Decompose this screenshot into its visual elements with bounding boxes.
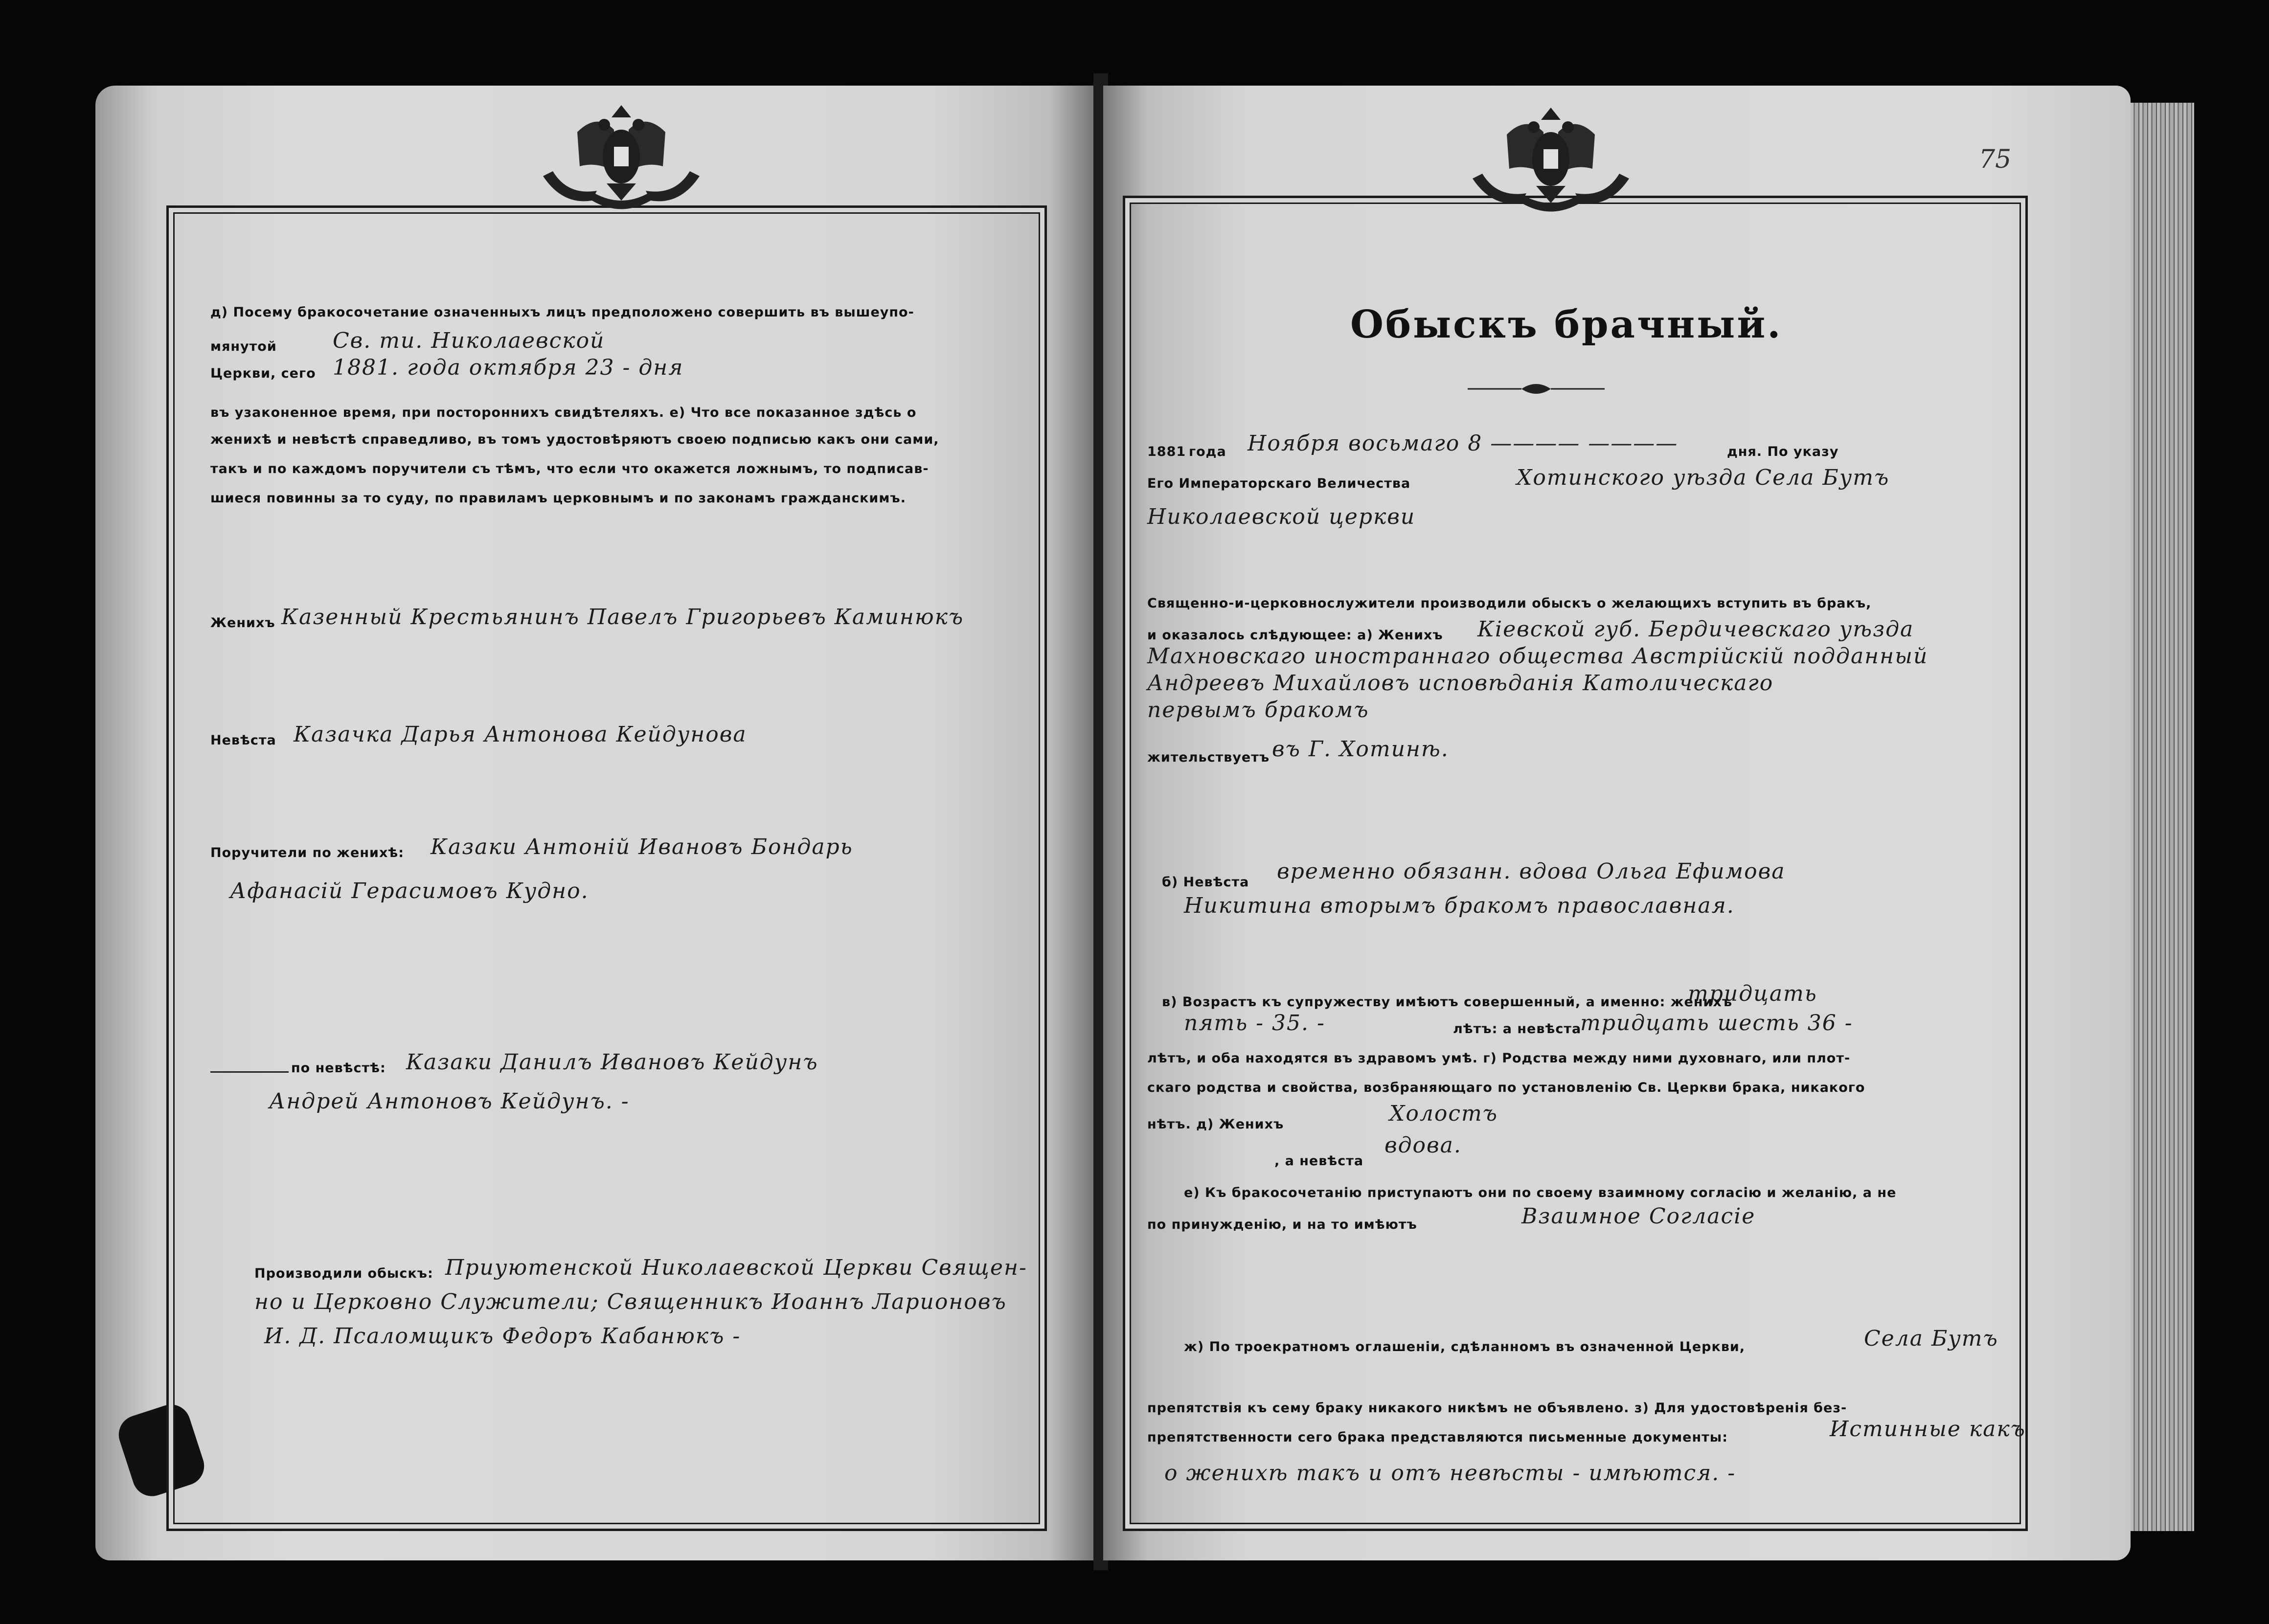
page-number: 75 (1979, 145, 2012, 174)
right-line1-handwritten: Ноября восьмаго 8 ———— ———— (1248, 431, 1679, 456)
right-documents-handwritten: о женихѣ такъ и отъ невѣсты - имѣются. - (1164, 1461, 1736, 1486)
page-edges (2131, 103, 2194, 1531)
right-line2-printed: Его Императорскаго Величества (1147, 476, 1411, 491)
right-groom-line-4: первымъ бракомъ (1147, 698, 1369, 722)
imperial-eagle-emblem-right (1463, 105, 1639, 223)
left-bride-label: Невѣста (210, 733, 276, 748)
left-search-by-label: Производили обыскъ: (254, 1266, 433, 1281)
left-bride-guarantors-dash (210, 1071, 289, 1073)
right-line2-handwritten: Хотинского уѣзда Села Бутъ (1517, 465, 1890, 490)
right-banns-printed: ж) По троекратномъ оглашеніи, сдѣланномъ въ означенной Церкви, (1184, 1339, 1746, 1354)
right-line1-end: дня. По указу (1727, 444, 1839, 459)
right-residence-label: жительствуетъ (1147, 750, 1270, 765)
left-groom-guarantor-1: Казаки Антоній Ивановъ Бондарь (431, 835, 853, 859)
left-bride-guarantor-2: Андрей Антоновъ Кейдунъ. - (269, 1089, 630, 1114)
left-intro-line-2: мянутой (210, 339, 277, 354)
right-line3-handwritten: Николаевской церкви (1147, 504, 1416, 529)
right-age-printed: в) Возрастъ къ супружеству имѣютъ совершенный, а именно: женихъ (1162, 994, 1733, 1010)
right-bride-status-label: , а невѣста (1274, 1153, 1364, 1169)
right-bride-line-2: Никитина вторымъ бракомъ православная. (1184, 893, 1735, 918)
right-groom-line-2: Махновскаго иностраннаго общества Австрійскій подданный (1147, 644, 1929, 669)
left-intro-line-4: въ узаконенное время, при постороннихъ свидѣтеляхъ. е) Что все показанное здѣсь о (210, 405, 917, 420)
imperial-eagle-emblem-left (533, 103, 709, 220)
left-church-handwritten: Св. ти. Николаевской (333, 328, 605, 353)
right-line1-goda: года (1189, 444, 1226, 459)
right-age-groom-handwritten: тридцать (1688, 981, 1817, 1006)
right-banns-handwritten: Села Бутъ (1864, 1326, 1998, 1351)
right-kinship-line3: нѣтъ. д) Женихъ (1147, 1117, 1284, 1132)
right-age-line2-handwritten: пять - 35. - (1184, 1011, 1325, 1036)
right-title: Обыскъ брачный. (1350, 302, 1783, 347)
right-residence-handwritten: въ Г. Хотинѣ. (1272, 737, 1449, 762)
right-groom-line-1: Кіевской губ. Бердичевскаго уѣзда (1477, 617, 1914, 642)
right-clergy-line2: и оказалось слѣдующее: а) Женихъ (1147, 628, 1443, 643)
right-bride-label: б) Невѣста (1162, 875, 1249, 890)
left-bride-guarantors-label: по невѣстѣ: (291, 1060, 386, 1076)
right-line1-year: 1881 (1147, 444, 1186, 459)
left-intro-line-7: шиеся повинны за то суду, по правиламъ церковнымъ и по законамъ гражданскимъ. (210, 491, 906, 506)
left-intro-line-3: Церкви, сего (210, 366, 316, 381)
right-groom-line-3: Андреевъ Михайловъ исповѣданія Католическаго (1147, 671, 1774, 696)
left-bride-guarantor-1: Казаки Данилъ Ивановъ Кейдунъ (406, 1050, 818, 1075)
right-clergy-line1: Священно-и-церковнослужители производили обыскъ о желающихъ вступить въ бракъ, (1147, 596, 1872, 611)
left-groom-guarantors-label: Поручители по женихѣ: (210, 845, 405, 860)
right-impediment-line1: препятствія къ сему браку никакого никѣмъ не объявлено. з) Для удостовѣренія без- (1147, 1400, 1847, 1416)
left-bride-handwritten: Казачка Дарья Антонова Кейдунова (294, 722, 747, 747)
left-groom-handwritten: Казенный Крестьянинъ Павелъ Григорьевъ Каминюкъ (281, 605, 964, 630)
right-bride-status-handwritten: вдова. (1384, 1133, 1462, 1158)
right-kinship-line1: лѣтъ, и оба находятся въ здравомъ умѣ. г) Родства между ними духовнаго, или плот- (1147, 1051, 1851, 1066)
right-impediment-line2: препятственности сего брака представляются письменные документы: (1147, 1430, 1728, 1445)
left-search-by-line-1: Приуютенской Николаевской Церкви Священ- (445, 1255, 1027, 1280)
right-kinship-line2: скаго родства и свойства, возбраняющаго по установленію Св. Церкви брака, никакого (1147, 1080, 1865, 1095)
right-consent-line2: по принужденію, и на то имѣютъ (1147, 1217, 1417, 1232)
left-search-by-line-2: но и Церковно Служители; Священникъ Иоаннъ Ларионовъ (254, 1289, 1007, 1314)
right-bride-line-1: временно обязанн. вдова Ольга Ефимова (1277, 859, 1786, 884)
right-age-line2-printed: лѣтъ: а невѣста (1453, 1021, 1582, 1037)
left-intro-line-6: такъ и по каждомъ поручители съ тѣмъ, что если что окажется ложнымъ, то подписав- (210, 461, 929, 476)
left-intro-line-1: д) Посему бракосочетание означенныхъ лицъ предположено совершить въ вышеупо- (210, 305, 914, 320)
right-consent-line1: е) Къ бракосочетанію приступаютъ они по своему взаимному согласію и желанію, а не (1184, 1185, 1897, 1200)
left-date-handwritten: 1881. года октября 23 - дня (333, 355, 684, 380)
left-intro-line-5: женихѣ и невѣстѣ справедливо, въ томъ удостовѣряютъ своею подписью какъ они сами, (210, 432, 939, 447)
left-groom-guarantor-2: Афанасій Герасимовъ Кудно. (230, 879, 589, 903)
right-impediment-handwritten: Истинные какъ (1830, 1417, 2026, 1442)
right-consent-handwritten: Взаимное Согласіе (1521, 1204, 1756, 1229)
left-groom-label: Женихъ (210, 615, 275, 631)
right-age-bride-handwritten: тридцать шесть 36 - (1580, 1011, 1853, 1036)
right-groom-status-handwritten: Холостъ (1389, 1101, 1498, 1126)
left-search-by-line-3: И. Д. Псаломщикъ Федоръ Кабанюкъ - (264, 1324, 741, 1349)
title-ornament (1468, 382, 1605, 396)
